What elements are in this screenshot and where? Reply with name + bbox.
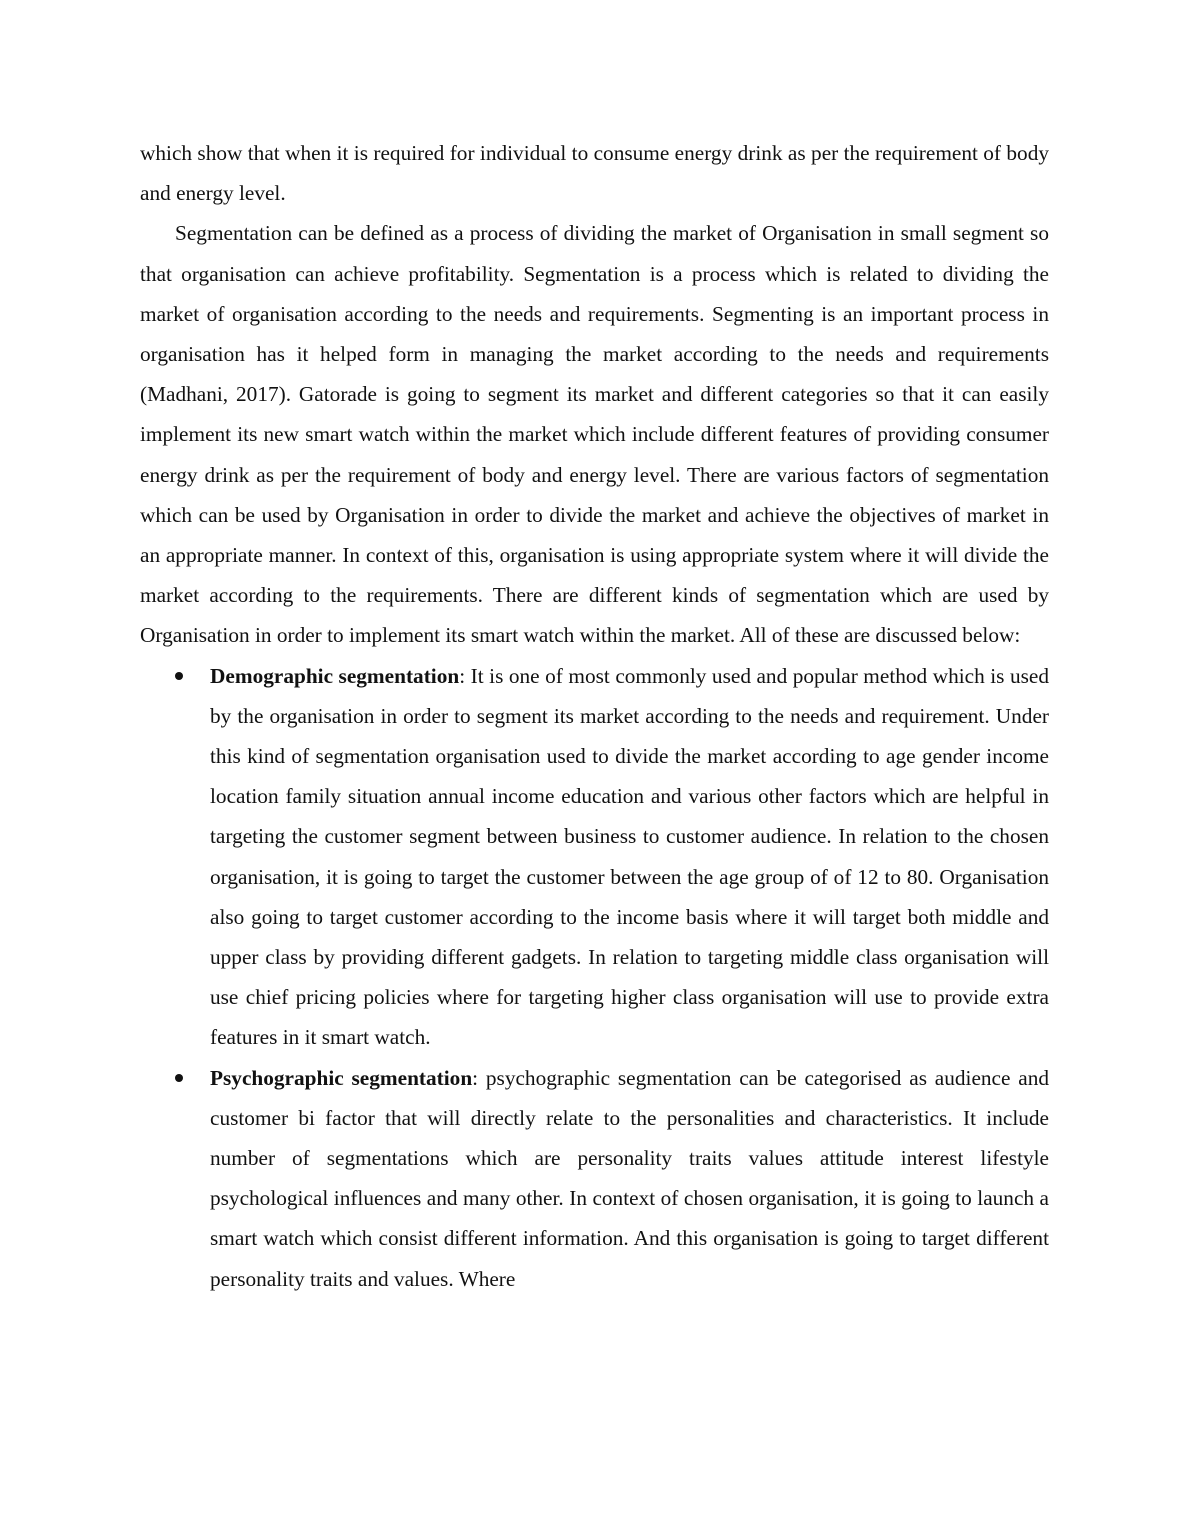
term-demographic: Demographic segmentation bbox=[210, 663, 460, 688]
bullet-icon bbox=[175, 1074, 183, 1082]
document-body bbox=[140, 133, 1049, 1299]
paragraph-segmentation: Segmentation can be defined as a process of dividing the market of Organisation in small segment so that organisation can achieve profitability. Segmentation is a process which is related to dividing the market of organisation according to the needs and requirements. Segmenting is an important process in organisation has it helped form in managing the market according to the needs and requirements (Madhani, 2017). Gatorade is going to segment its market and different categories so that it can easily implement its new smart watch within the market which include different features of providing consumer energy drink as per the requirement of body and energy level. There are various factors of segmentation which can be used by Organisation in order to divide the market and achieve the objectives of market in an appropriate manner. In context of this, organisation is using appropriate system where it will divide the market according to the requirements. There are different kinds of segmentation which are used by Organisation in order to implement its smart watch within the market. All of these are discussed below: bbox=[140, 221, 1049, 648]
paragraph-continuation: which show that when it is required for individual to consume energy drink as per the requirement of body and energy level. bbox=[140, 141, 1049, 206]
term-psychographic: Psychographic segmentation bbox=[210, 1065, 473, 1090]
list-item-demographic bbox=[140, 656, 1049, 1058]
text-psychographic: : psychographic segmentation can be categorised as audience and customer bi factor that will directly relate to the personalities and characteristics. It include number of segmentations which are personality traits values attitude interest lifestyle psychological influences and many other. In context of chosen organisation, it is going to launch a smart watch which consist different information. And this organisation is going to target different personality traits and values. Where bbox=[210, 1065, 1049, 1291]
segmentation-list bbox=[140, 656, 1049, 1299]
list-item-psychographic bbox=[140, 1058, 1049, 1299]
bullet-icon bbox=[175, 672, 183, 680]
text-demographic: : It is one of most commonly used and popular method which is used by the organisation in order to segment its market according to the needs and requirement. Under this kind of segmentation organisation used to divide the market according to age gender income location family situation annual income education and various other factors which are helpful in targeting the customer segment between business to customer audience. In relation to the chosen organisation, it is going to target the customer between the age group of of 12 to 80. Organisation also going to target customer according to the income basis where it will target both middle and upper class by providing different gadgets. In relation to targeting middle class organisation will use chief pricing policies where for targeting higher class organisation will use to provide extra features in it smart watch. bbox=[210, 663, 1050, 1050]
